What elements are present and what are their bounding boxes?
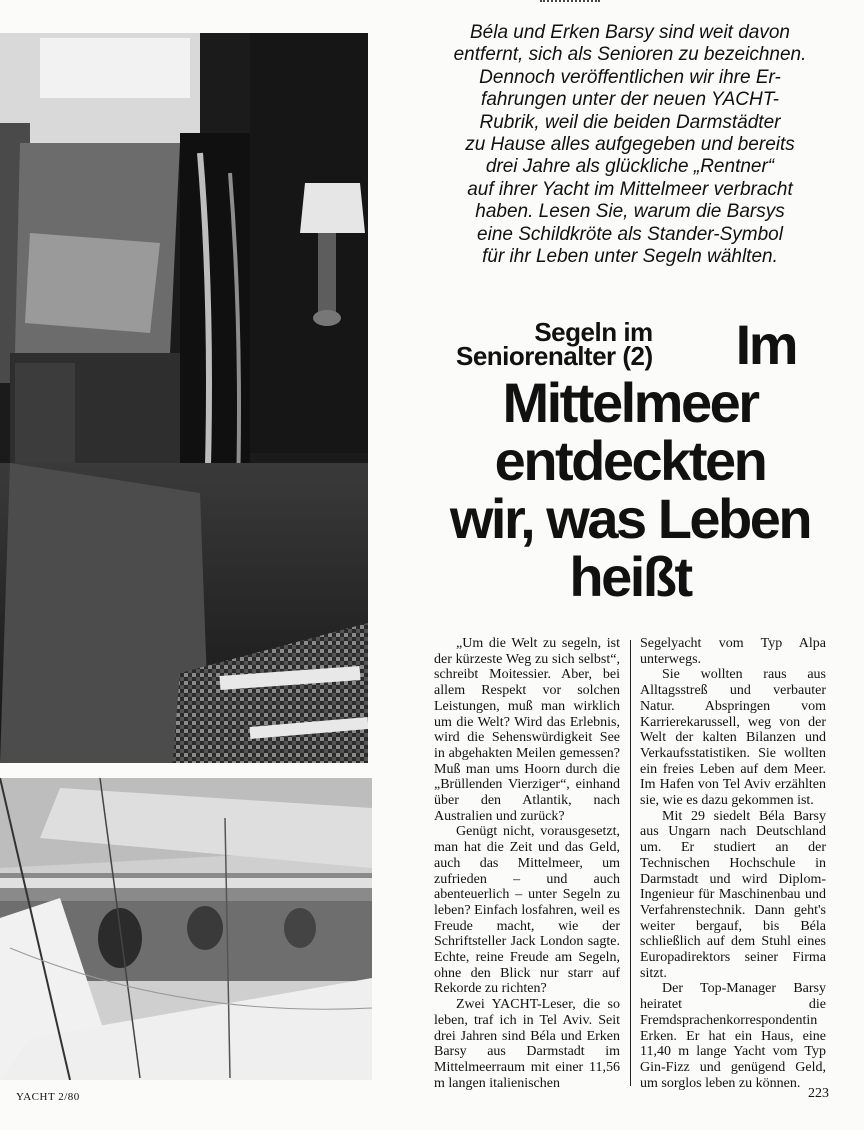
column-divider [630, 640, 631, 1086]
intro-line: Béla und Erken Barsy sind weit davon [469, 22, 790, 43]
intro-line: haben. Lesen Sie, warum die Barsys [475, 201, 785, 223]
intro-line: fahrungen unter der neuen YACHT- [481, 89, 779, 111]
body-paragraph: Mit 29 siedelt Béla Barsy aus Ungarn nach Deutschland um. Er studiert an der Technischen Hochschule in Darmstadt und wird Diplom-Ingenieur für Maschinenbau und Verfahrenstechnik. Dann geht's weiter bergauf, bis Béla schließlich auf dem Stuhl eines Europadirektors seiner Firma sitzt. [640, 808, 826, 981]
body-paragraph: Zwei YACHT-Leser, die so leben, traf ich in Tel Aviv. Seit drei Jahren sind Béla und Erken Barsy aus Darmstadt im Mittelmeerraum mit einer 11,56 m langen italienischen [434, 997, 620, 1091]
headline-line: heißt [569, 545, 691, 608]
page-number: 223 [808, 1086, 829, 1101]
body-paragraph: Sie wollten raus aus Alltagsstreß und verbauter Natur. Abspringen vom Karrierekarussell, weg von der Welt der kalten Bilanzen und Verkaufsstatistiken. Sie wollten ein freies Leben auf dem Meer. Im Hafen von Tel Aviv erzählten sie, wie es dazu gekommen ist. [640, 667, 826, 809]
intro-line: Dennoch veröffentlichen wir ihre Er- [479, 66, 781, 88]
headline-line: Im [735, 313, 796, 376]
issue-label: YACHT 2/80 [16, 1091, 80, 1103]
intro-line: entfernt, sich als Senioren zu bezeichnen. [453, 44, 807, 66]
intro-line: drei Jahre als glückliche „Rentner“ [485, 156, 775, 178]
headline-line: Mittelmeer [502, 371, 758, 434]
cabin-interior-photo [0, 33, 368, 763]
body-paragraph: Segelyacht vom Typ Alpa unterwegs. [640, 636, 826, 667]
intro-line: auf ihrer Yacht im Mittelmeer verbracht [467, 178, 793, 200]
body-paragraph: Genügt nicht, vorausgesetzt, man hat die Zeit und das Geld, auch das Mittelmeer, um zufrieden – und auch abenteuerlich – unter Segeln zu leben? Einfach losfahren, weil es Freude macht, wie der Schriftsteller Jack London sagte. Echte, reine Freude am Segeln, ohne den Blick nur starr auf Rekorde zu richten? [434, 824, 620, 997]
intro-line: eine Schildkröte als Stander-Symbol [477, 223, 783, 245]
headline-line: wir, was Leben [449, 487, 811, 550]
intro-line: zu Hause alles aufgegeben und bereits [465, 134, 795, 156]
intro-paragraph [422, 22, 838, 268]
body-column-2 [640, 636, 826, 1091]
body-paragraph: „Um die Welt zu segeln, ist der kürzeste Weg zu sich selbst“, schreibt Moitessier. Aber, bei allem Respekt vor solchen Leistungen, muß man wirklich um die Welt? Wird das Erlebnis, wird die Sehenswürdigkeit See in abgehakten Meilen gemessen? Muß man ums Hoorn durch die „Brüllenden Vierziger“, einhand über den Atlantik, nach Australien und zurück? [434, 636, 620, 824]
headline-line: entdeckten [494, 429, 766, 492]
body-paragraph: Der Top-Manager Barsy heiratet die Fremdsprachenkorrespondentin Erken. Er hat ein Haus, eine 11,40 m lange Yacht vom Typ Gin-Fizz und genügend Geld, um sorglos leben zu können. [640, 981, 826, 1091]
kicker-line: Seniorenalter (2) [456, 341, 653, 371]
intro-line: Rubrik, weil die beiden Darmstädter [479, 111, 781, 133]
intro-line: für ihr Leben unter Segeln wählten. [482, 246, 778, 268]
yacht-deck-photo [0, 778, 372, 1080]
top-edge-mark [540, 0, 600, 4]
body-column-1 [434, 636, 620, 1091]
kicker-line: Segeln im [534, 317, 653, 347]
article-headline [396, 313, 864, 608]
